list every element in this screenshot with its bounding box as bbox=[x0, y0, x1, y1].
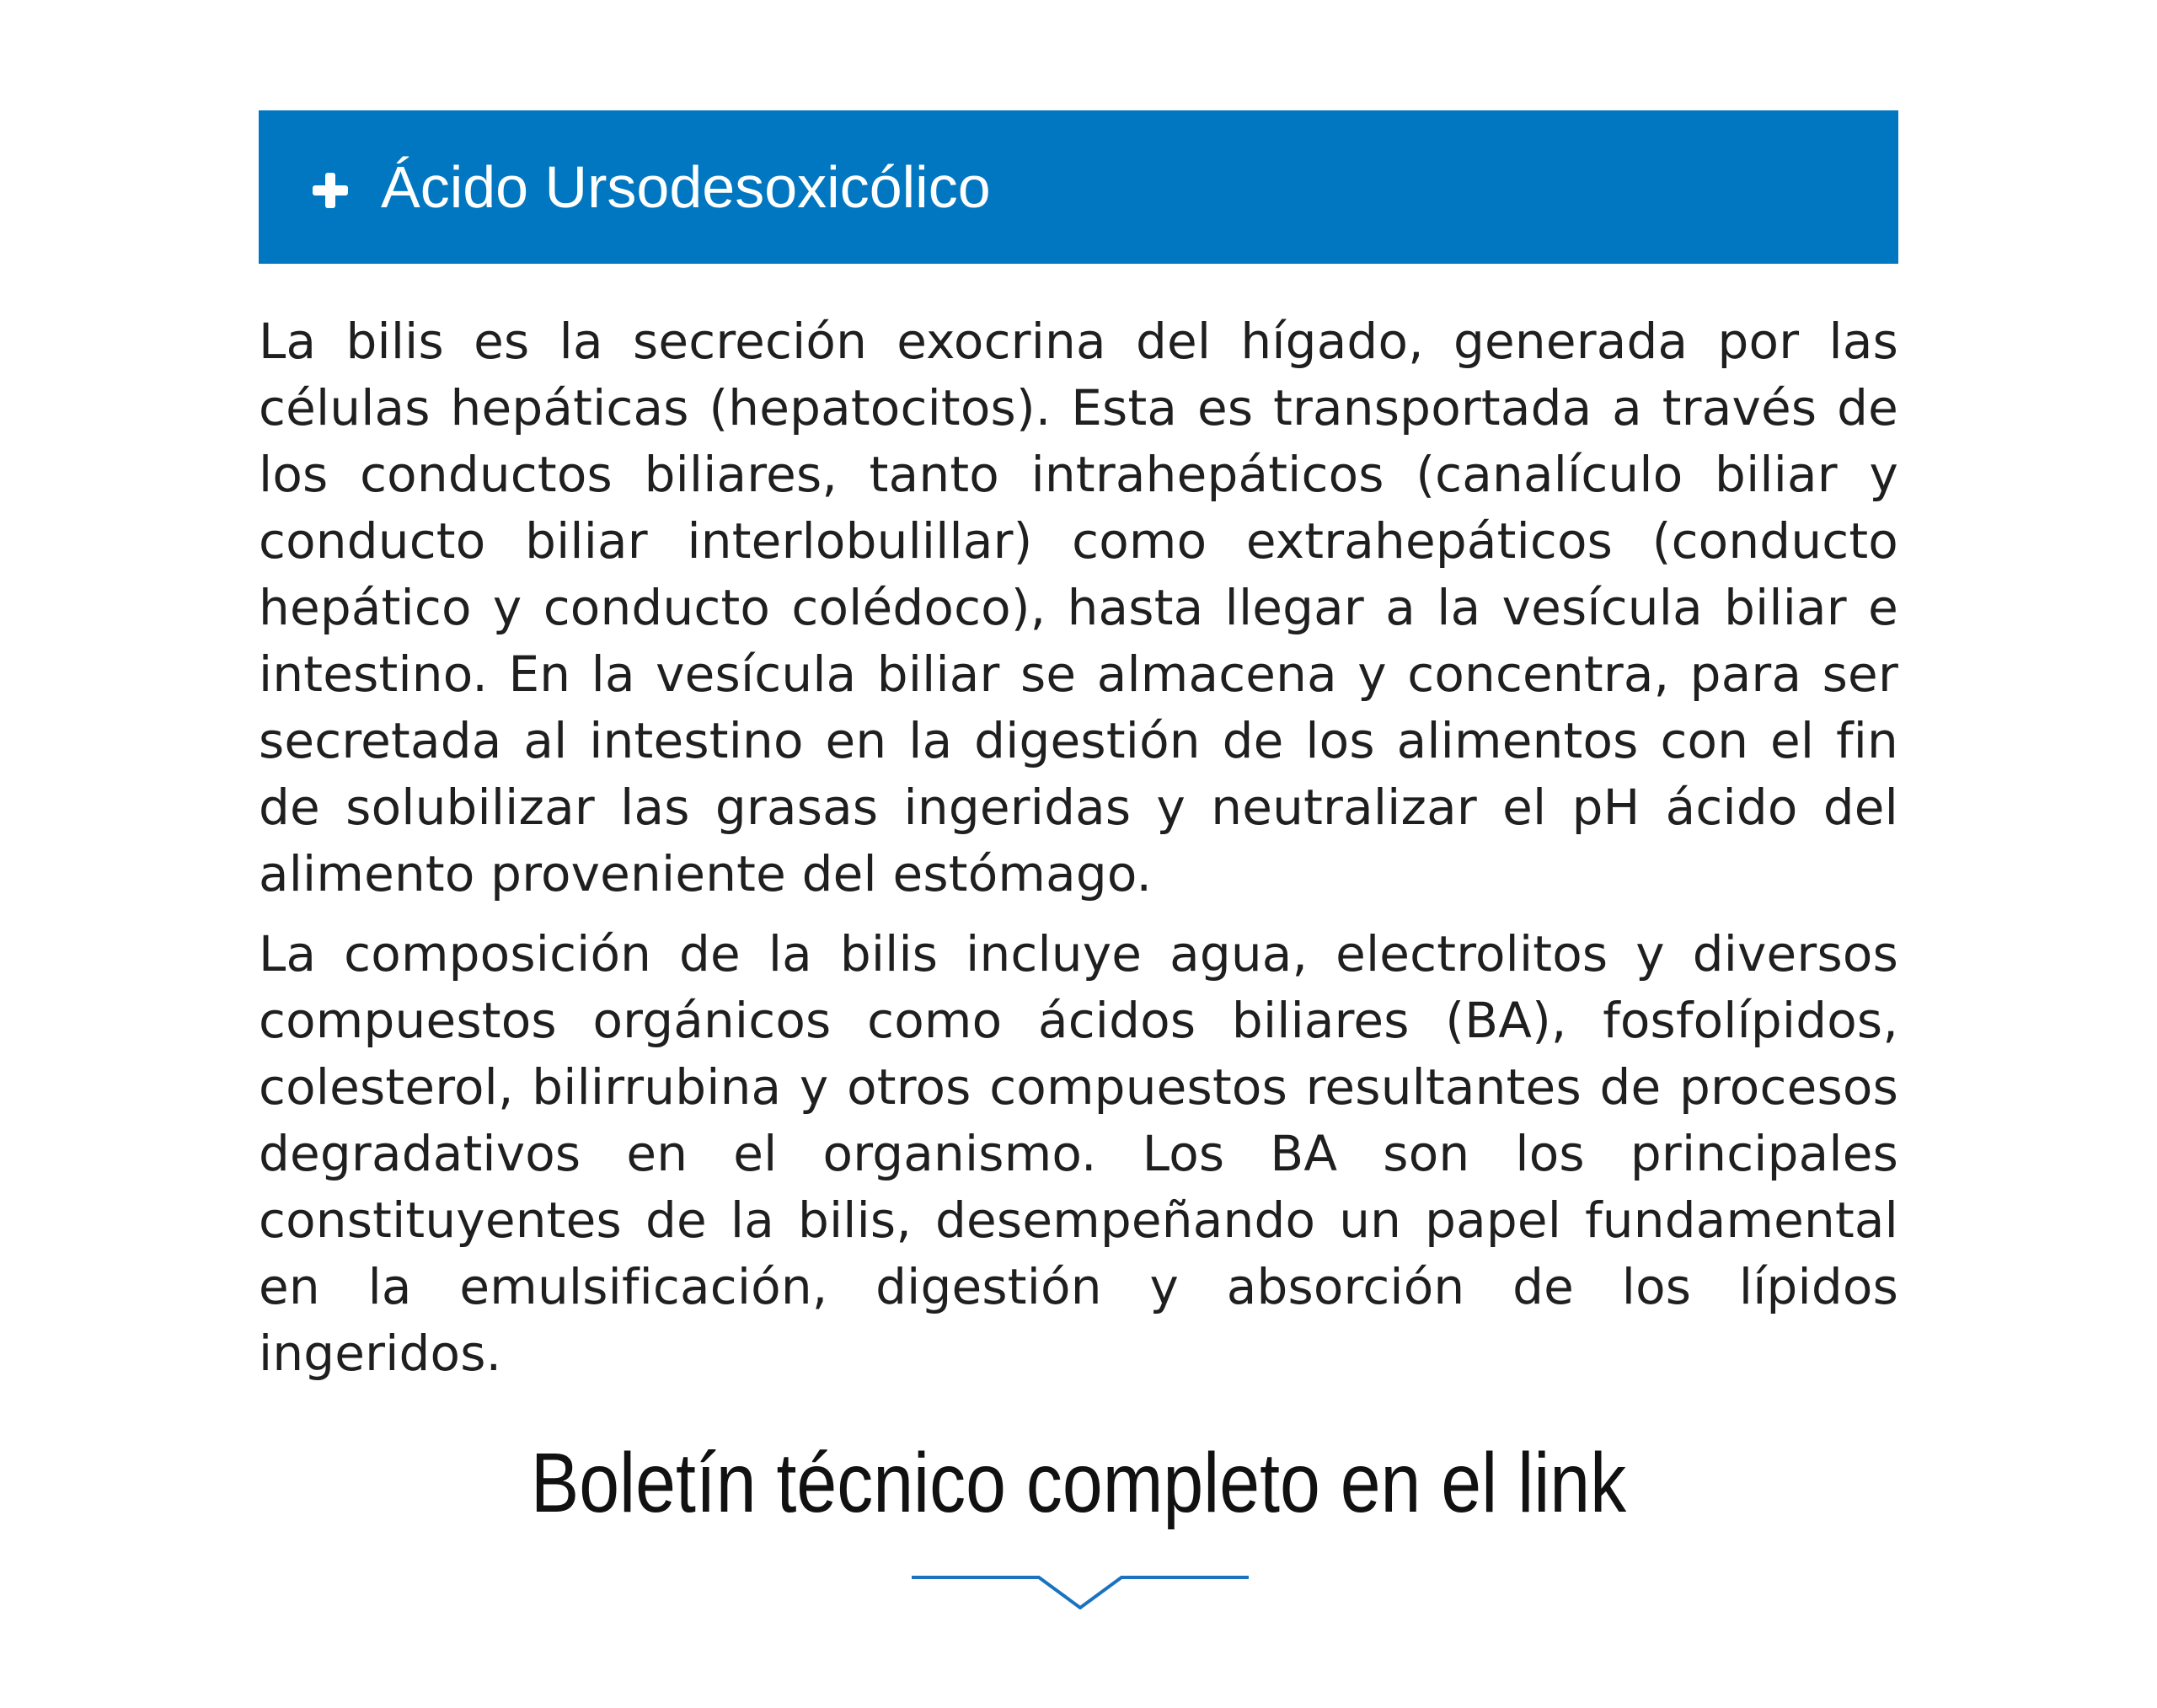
paragraph: La composición de la bilis incluye agua, electrolitos y diversos compuestos orgánicos como ácidos biliares (BA), fosfolípidos, colesterol, bilirrubina y otros compuestos resultantes de procesos degradativos en el organismo. Los BA son los principales constituyentes de la bilis, desempeñando un papel fundamental en la emulsificación, digestión y absorción de los lípidos ingeridos. bbox=[259, 925, 1898, 1382]
section-header bbox=[259, 110, 1898, 264]
chevron-down-icon[interactable] bbox=[908, 1542, 1252, 1609]
bulletin-link-heading[interactable]: Boletín técnico completo en el link bbox=[530, 1436, 1627, 1530]
article-body bbox=[259, 308, 1898, 1387]
paragraph: La bilis es la secreción exocrina del hígado, generada por las células hepáticas (hepatocitos). Esta es transportada a través de los conductos biliares, tanto intrahepáticos (canalículo biliar y conducto biliar interlobulillar) como extrahepáticos (conducto hepático y conducto colédoco), hasta llegar a la vesícula biliar e intestino. En la vesícula biliar se almacena y concentra, para ser secretada al intestino en la digestión de los alimentos con el fin de solubilizar las grasas ingeridas y neutralizar el pH ácido del alimento proveniente del estómago. bbox=[259, 313, 1898, 902]
section-title: Ácido Ursodesoxicólico bbox=[381, 154, 991, 220]
plus-icon bbox=[313, 173, 348, 208]
